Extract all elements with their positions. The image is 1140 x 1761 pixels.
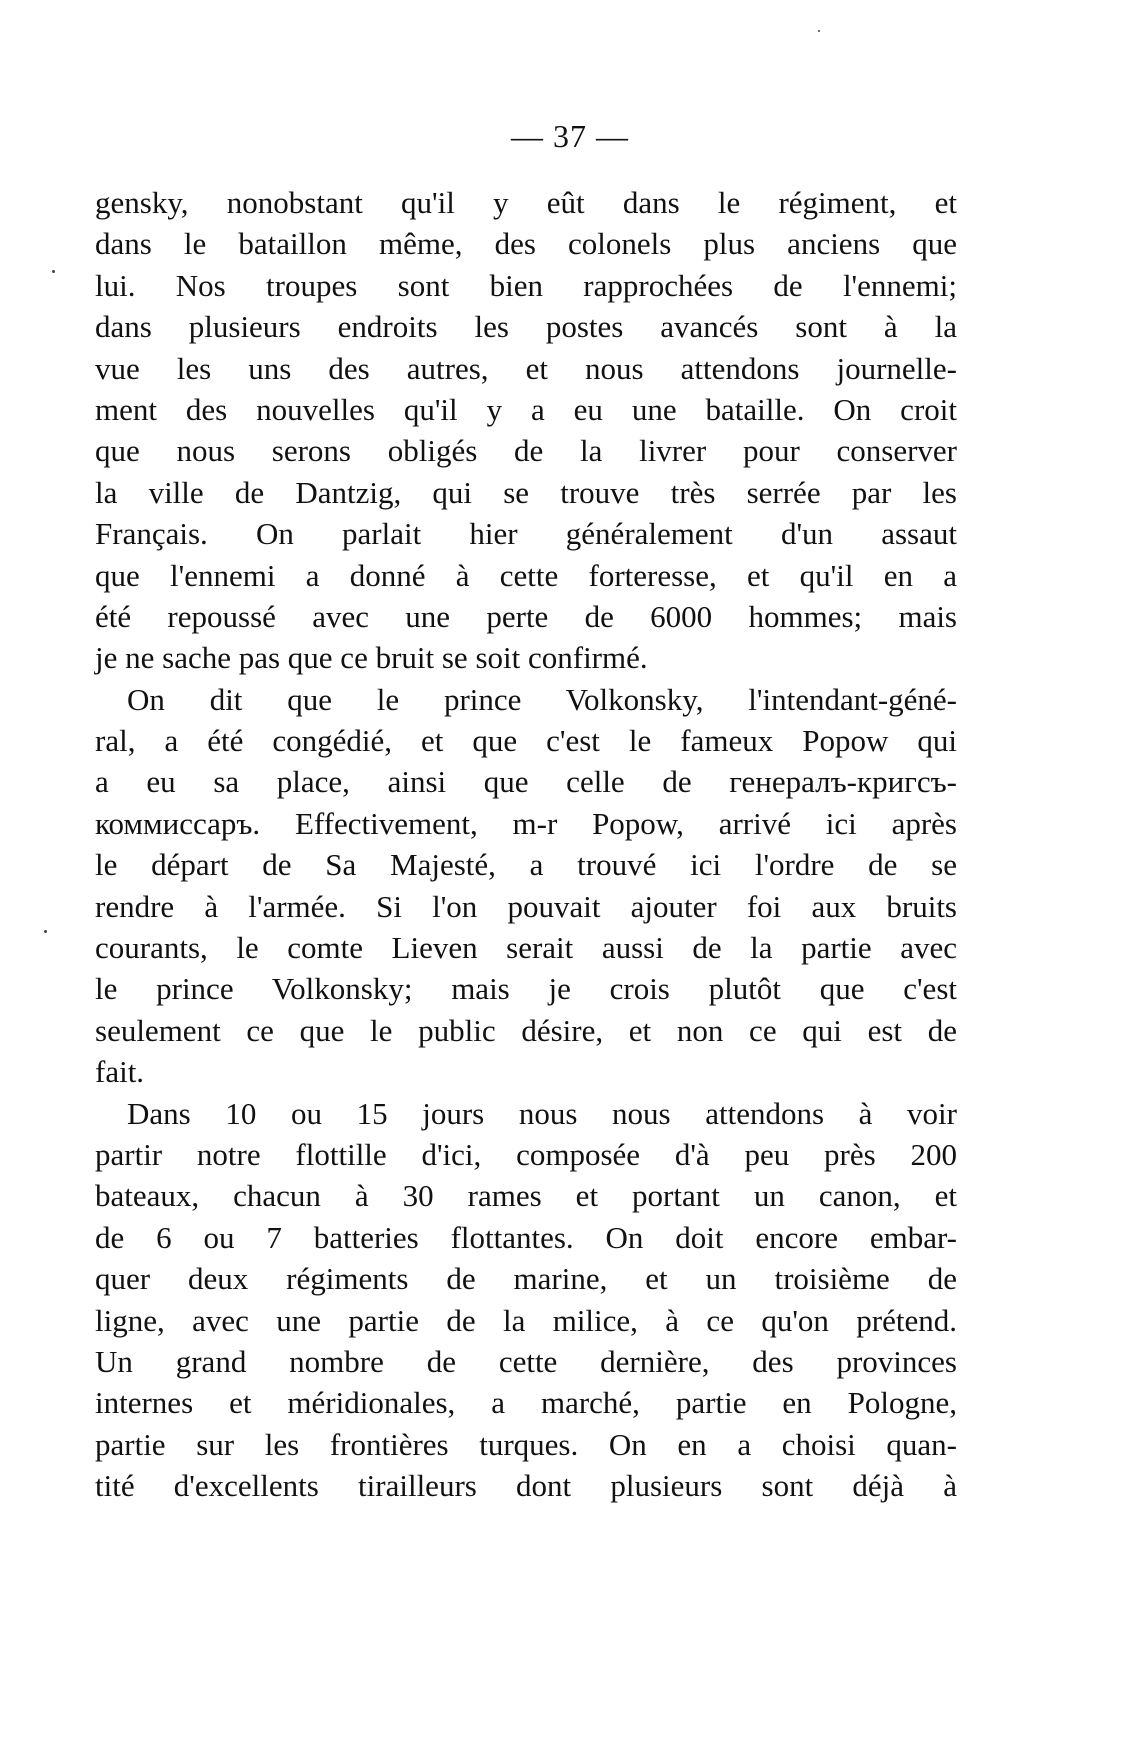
text-line: On dit que le prince Volkonsky, l'intendant-géné- bbox=[127, 681, 957, 717]
text-line: ment des nouvelles qu'il y a eu une bataille. On croit bbox=[95, 391, 957, 427]
text-line: bateaux, chacun à 30 rames et portant un canon, et bbox=[95, 1178, 957, 1214]
text-line: lui. Nos troupes sont bien rapprochées de l'ennemi; bbox=[95, 267, 957, 303]
text-line: seulement ce que le public désire, et non ce qui est de bbox=[95, 1012, 957, 1048]
text-line: le départ de Sa Majesté, a trouvé ici l'ordre de se bbox=[95, 847, 957, 883]
text-line: коммиссаръ. Effectivement, m-r Popow, arrivé ici après bbox=[95, 805, 957, 841]
text-line: internes et méridionales, a marché, partie en Pologne, bbox=[95, 1385, 957, 1421]
text-line: la ville de Dantzig, qui se trouve très serrée par les bbox=[95, 474, 957, 510]
text-line: Dans 10 ou 15 jours nous nous attendons à voir bbox=[127, 1095, 957, 1131]
text-line: a eu sa place, ainsi que celle de генералъ-кригсъ- bbox=[95, 764, 957, 800]
text-line: tité d'excellents tirailleurs dont plusieurs sont déjà à bbox=[95, 1468, 957, 1504]
text-line: de 6 ou 7 batteries flottantes. On doit encore embar- bbox=[95, 1219, 957, 1255]
text-line: le prince Volkonsky; mais je crois plutôt que c'est bbox=[95, 971, 957, 1007]
text-line: Français. On parlait hier généralement d'un assaut bbox=[95, 516, 957, 552]
text-line: partir notre flottille d'ici, composée d'à peu près 200 bbox=[95, 1136, 957, 1172]
text-line: dans le bataillon même, des colonels plus anciens que bbox=[95, 226, 957, 262]
text-line: fait. bbox=[95, 1054, 145, 1090]
print-speck bbox=[44, 930, 47, 933]
text-line: été repoussé avec une perte de 6000 hommes; mais bbox=[95, 598, 957, 634]
text-line: dans plusieurs endroits les postes avancés sont à la bbox=[95, 309, 957, 345]
print-speck bbox=[818, 30, 820, 32]
text-line: ral, a été congédié, et que c'est le fameux Popow qui bbox=[95, 723, 957, 759]
text-line: que l'ennemi a donné à cette forteresse, et qu'il en a bbox=[95, 557, 957, 593]
page-number: — 37 — bbox=[511, 118, 629, 154]
text-line: courants, le comte Lieven serait aussi de la partie avec bbox=[95, 930, 957, 966]
text-line: gensky, nonobstant qu'il y eût dans le régiment, et bbox=[95, 185, 957, 220]
body-text bbox=[95, 182, 957, 1507]
text-line: que nous serons obligés de la livrer pour conserver bbox=[95, 433, 957, 469]
text-line: quer deux régiments de marine, et un troisième de bbox=[95, 1261, 957, 1297]
text-line: Un grand nombre de cette dernière, des provinces bbox=[95, 1343, 957, 1379]
text-line: ligne, avec une partie de la milice, à ce qu'on prétend. bbox=[95, 1302, 957, 1338]
print-speck bbox=[52, 270, 55, 273]
text-line: partie sur les frontières turques. On en a choisi quan- bbox=[95, 1426, 957, 1462]
text-line: vue les uns des autres, et nous attendons journelle- bbox=[95, 350, 957, 386]
text-line: je ne sache pas que ce bruit se soit confirmé. bbox=[95, 640, 648, 676]
text-line: rendre à l'armée. Si l'on pouvait ajouter foi aux bruits bbox=[95, 888, 957, 924]
